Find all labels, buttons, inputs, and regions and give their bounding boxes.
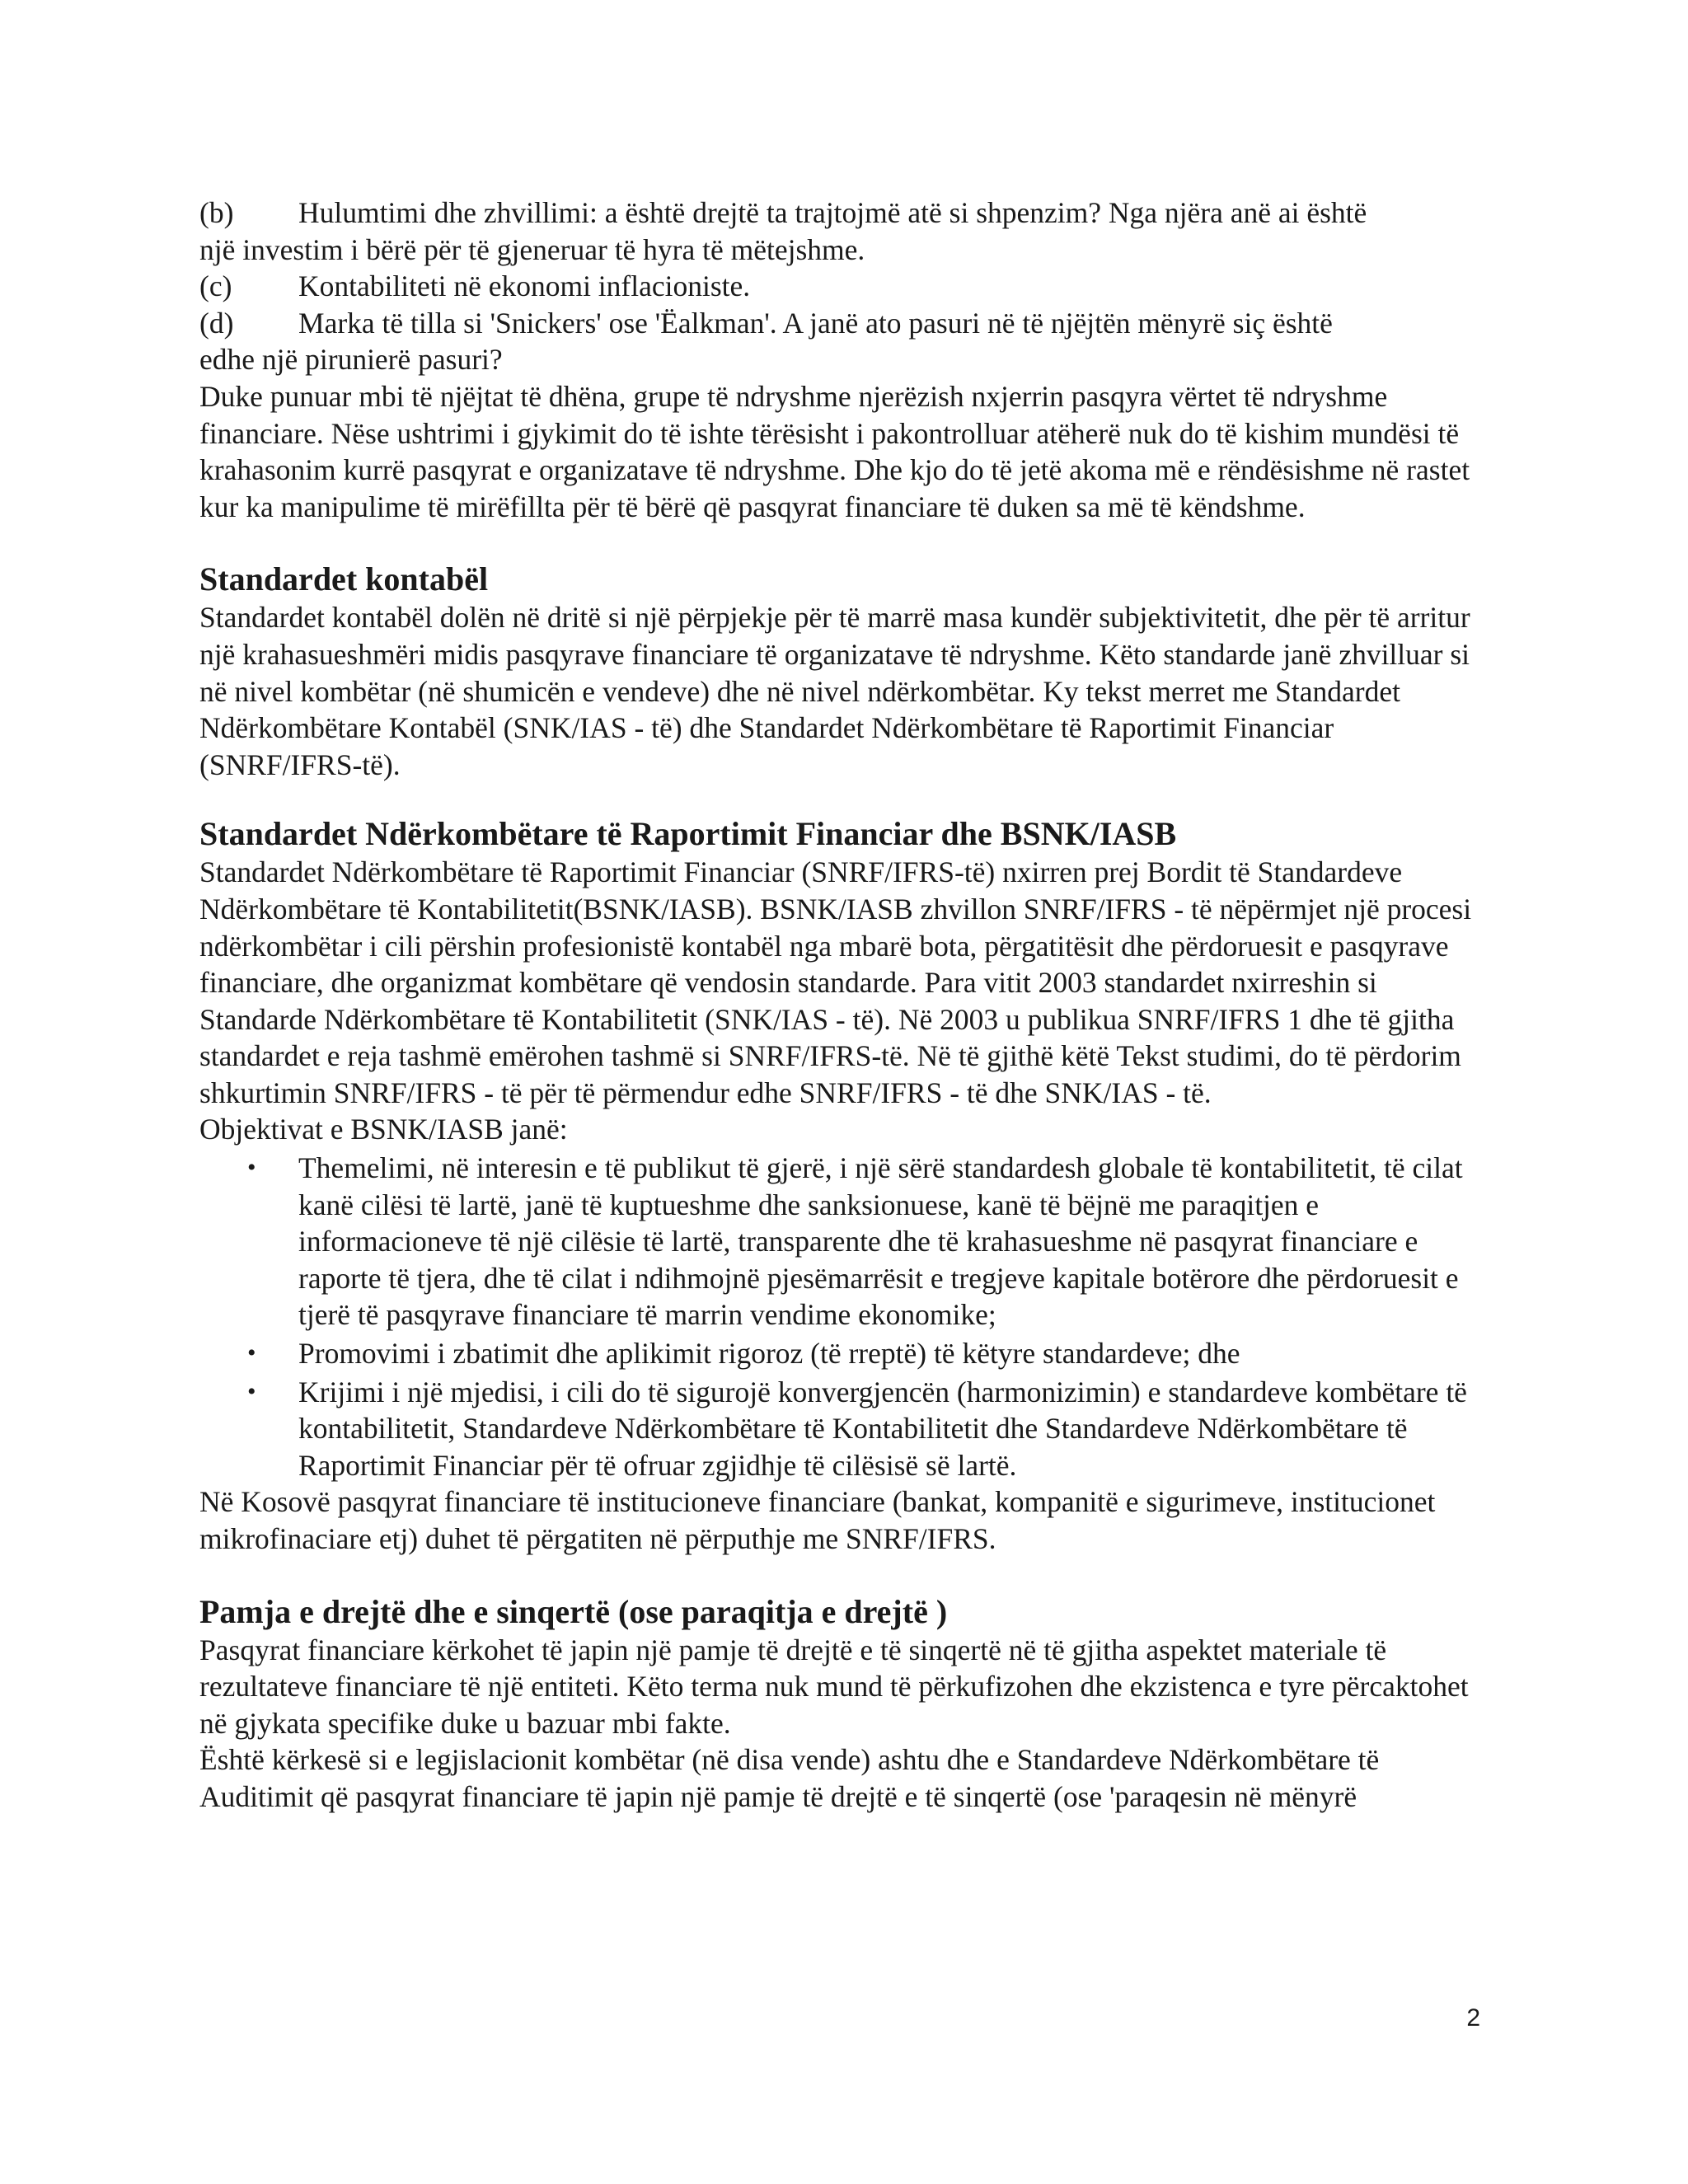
enum-item-c	[199, 268, 1485, 305]
enum-label: (d)	[199, 306, 234, 340]
enum-text: Marka të tilla si 'Snickers' ose 'Ëalkman'. A janë ato pasuri në të njëjtën mënyrë siç është	[298, 306, 1333, 340]
enum-label: (c)	[199, 269, 232, 303]
closing-paragraph: Në Kosovë pasqyrat financiare të institucioneve financiare (bankat, kompanitë e sigurimeve, institucionet mikrofinaciare etj) duhet të përgatiten në përputhje me SNRF/IFRS.	[199, 1485, 1436, 1555]
section-paragraph: Standardet Ndërkombëtare të Raportimit Financiar (SNRF/IFRS-të) nxirren prej Bordit të Standardeve Ndërkombëtare të Kontabilitetit(BSNK/IASB). BSNK/IASB zhvillon SNRF/IFRS - të nëpërmjet një procesi ndërkombëtar i cili përshin profesionistë kontabël nga mbarë bota, përgatitësit dhe përdoruesit e pasqyrave financiare, dhe organizmat kombëtare që vendosin standarde. Para vitit 2003 standardet nxirreshin si Standarde Ndërkombëtare të Kontabilitetit (SNK/IAS - të). Në 2003 u publikua SNRF/IFRS 1 dhe të gjitha standardet e reja tashmë emërohen tashmë si SNRF/IFRS-të. Në të gjithë këtë Tekst studimi, do të përdorim shkurtimin SNRF/IFRS - të për të përmendur edhe SNRF/IFRS - të dhe SNK/IAS - të.	[199, 855, 1472, 1109]
section-heading-ifrs: Standardet Ndërkombëtare të Raportimit Financiar dhe BSNK/IASB	[199, 815, 1177, 853]
page-number: 2	[1466, 2004, 1480, 2032]
list-item-text: Themelimi, në interesin e të publikut të gjerë, i një sërë standardesh globale të kontabilitetit, të cilat kanë cilësi të lartë, janë të kuptueshme dhe sanksionuese, kanë të bëjnë me paraqitjen e informacioneve të një cilësie të lartë, transparente dhe të krahasueshme në pasqyrat financiare e raporte të tjera, dhe të cilat i ndihmojnë pjesëmarrësit e tregjeve kapitale botërore dhe përdoruesit e tjerë të pasqyrave financiare të marrin vendime ekonomike;	[298, 1151, 1463, 1332]
bullet-icon: •	[247, 1339, 256, 1367]
list-item	[199, 1150, 1485, 1333]
objectives-label: Objektivat e BSNK/IASB janë:	[199, 1113, 568, 1146]
enum-text: Hulumtimi dhe zhvillimi: a është drejtë ta trajtojmë atë si shpenzim? Nga njëra anë ai është	[298, 196, 1367, 229]
list-item-text: Krijimi i një mjedisi, i cili do të sigurojë konvergjencën (harmonizimin) e standardeve kombëtare të kontabilitetit, Standardeve Ndërkombëtare të Kontabilitetit dhe Standardeve Ndërkombëtare të Raportimit Financiar për të ofruar zgjidhje të cilësisë së lartë.	[298, 1375, 1467, 1482]
section-heading-standards: Standardet kontabël	[199, 560, 489, 598]
list-item	[199, 1374, 1485, 1484]
section-paragraph: Është kërkesë si e legjislacionit kombëtar (në disa vende) ashtu dhe e Standardeve Ndërkombëtare të Auditimit që pasqyrat financiare të japin një pamje të drejtë e të sinqertë (ose 'paraqesin në mënyrë	[199, 1743, 1380, 1813]
page-content	[199, 194, 1485, 1816]
enum-text: Kontabiliteti në ekonomi inflacioniste.	[298, 269, 751, 303]
objectives-list	[199, 1150, 1485, 1483]
section-paragraph: Standardet kontabël dolën në dritë si një përpjekje për të marrë masa kundër subjektivitetit, dhe për të arritur një krahasueshmëri midis pasqyrave financiare të organizatave të ndryshme. Këto standarde janë zhvilluar si në nivel kombëtar (në shumicën e vendeve) dhe në nivel ndërkombëtar. Ky tekst merret me Standardet Ndërkombëtare Kontabël (SNK/IAS - të) dhe Standardet Ndërkombëtare të Raportimit Financiar (SNRF/IFRS-të).	[199, 601, 1470, 781]
bullet-icon: •	[247, 1377, 256, 1405]
intro-paragraph: Duke punuar mbi të njëjtat të dhëna, grupe të ndryshme njerëzish nxjerrin pasqyra vërtet të ndryshme financiare. Nëse ushtrimi i gjykimit do të ishte tërësisht i pakontrolluar atëherë nuk do të kishim mundësi të krahasonim kurrë pasqyrat e organizatave të ndryshme. Dhe kjo do të jetë akoma më e rëndësishme në rastet kur ka manipulime të mirëfillta për të bërë që pasqyrat financiare të duken sa më të këndshme.	[199, 379, 1470, 523]
enum-item-d	[199, 305, 1485, 342]
bullet-icon: •	[247, 1154, 256, 1182]
enum-item-b	[199, 194, 1485, 232]
list-item-text: Promovimi i zbatimit dhe aplikimit rigoroz (të rreptë) të këtyre standardeve; dhe	[298, 1337, 1240, 1371]
section-paragraph: Pasqyrat financiare kërkohet të japin një pamje të drejtë e të sinqertë në të gjitha aspektet materiale të rezultateve financiare të një entiteti. Këto terma nuk mund të përkufizohen dhe ekzistenca e tyre përcaktohet në gjykata specifike duke u bazuar mbi fakte.	[199, 1633, 1469, 1740]
section-heading-fair-view: Pamja e drejtë dhe e sinqertë (ose paraqitja e drejtë )	[199, 1592, 948, 1630]
enum-continuation: një investim i bërë për të gjeneruar të hyra të mëtejshme.	[199, 232, 865, 266]
list-item	[199, 1335, 1485, 1372]
enum-continuation: edhe një pirunierë pasuri?	[199, 343, 503, 377]
enum-label: (b)	[199, 196, 234, 229]
